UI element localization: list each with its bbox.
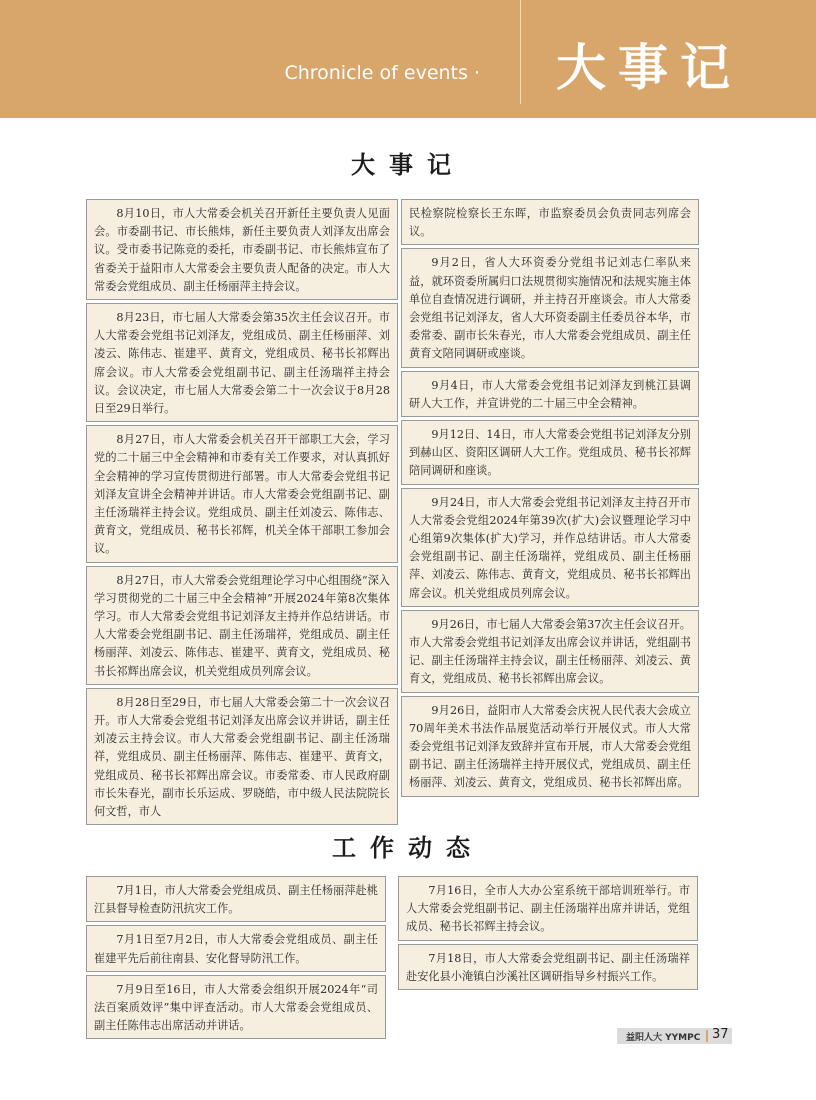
work-entry: 7月1日，市人大常委会党组成员、副主任杨丽萍赴桃江县督导检查防汛抗灾工作。 [86,876,386,922]
header-chinese-title: 大事记 [556,39,742,97]
work-entry: 7月18日，市人大常委会党组副书记、副主任汤瑞祥赴安化县小淹镇白沙溪社区调研指导乡村振兴工作。 [398,944,698,990]
section-title-work: 工作动态 [332,834,484,862]
work-entry: 7月16日，全市人大办公室系统干部培训班举行。市人大常委会党组副书记、副主任汤瑞祥出席并讲话，党组成员、秘书长祁辉主持会议。 [398,876,698,941]
event-entry: 8月23日，市七届人大常委会第35次主任会议召开。市人大常委会党组书记刘泽友，党组成员、副主任杨丽萍、刘凌云、陈伟志、崔建平、黄育文，党组成员、秘书长祁辉出席会议。市人大常委会党组副书记、副主任汤瑞祥主持会议。会议决定，市七届人大常委会第二十一次会议于8月28日至29日举行。 [86,303,398,422]
page-number: 37 [712,1027,729,1042]
event-entry: 8月10日，市人大常委会机关召开新任主要负责人见面会。市委副书记、市长熊炜，新任主要负责人刘泽友出席会议。受市委书记陈竞的委托，市委副书记、市长熊炜宣布了省委关于益阳市人大常委会主要负责人配备的决定。市人大常委会党组成员、副主任杨丽萍主持会议。 [86,199,398,300]
footer-separator [706,1030,708,1042]
event-entry-continued: 民检察院检察长王东晖，市监察委员会负责同志列席会议。 [401,199,699,245]
work-left-column [86,876,386,1042]
header-divider [520,0,521,104]
work-right-column [398,876,698,993]
event-entry: 9月26日，市七届人大常委会第37次主任会议召开。市人大常委会党组书记刘泽友出席会议并讲话，党组副书记、副主任汤瑞祥主持会议，副主任杨丽萍、刘凌云、黄育文，党组成员、秘书长祁辉出席会议。 [401,610,699,693]
event-entry: 9月24日，市人大常委会党组书记刘泽友主持召开市人大常委会党组2024年第39次(扩大)会议暨理论学习中心组第9次集体(扩大)学习，并作总结讲话。市人大常委会党组副书记、副主任汤瑞祥，党组成员、副主任杨丽萍、刘凌云、陈伟志、黄育文，党组成员、秘书长祁辉出席会议。机关党组成员列席会议。 [401,488,699,607]
event-entry: 9月12日、14日，市人大常委会党组书记刘泽友分别到赫山区、资阳区调研人大工作。党组成员、秘书长祁辉陪同调研和座谈。 [401,420,699,485]
events-left-column [86,199,398,828]
work-entry: 7月9日至16日，市人大常委会组织开展2024年“司法百案质效评”集中评查活动。市人大常委会党组成员、副主任陈伟志出席活动并讲话。 [86,975,386,1040]
footer-magazine-name: 益阳人大 YYMPC [626,1033,701,1043]
header-english-title: Chronicle of events · [284,62,480,84]
section-title-events: 大事记 [351,151,465,179]
event-entry: 9月26日，益阳市人大常委会庆祝人民代表大会成立70周年美术书法作品展览活动举行开展仪式。市人大常委会党组书记刘泽友致辞并宣布开展，市人大常委会党组副书记、副主任汤瑞祥主持开展仪式，党组成员、副主任杨丽萍、刘凌云、黄育文，党组成员、秘书长祁辉出席。 [401,696,699,797]
event-entry: 8月27日，市人大常委会党组理论学习中心组围绕“深入学习贯彻党的二十届三中全会精神”开展2024年第8次集体学习。市人大常委会党组书记刘泽友主持并作总结讲话。市人大常委会党组副书记、副主任汤瑞祥，党组成员、副主任杨丽萍、刘凌云、陈伟志、崔建平、黄育文，党组成员、秘书长祁辉出席会议，机关党组成员列席会议。 [86,566,398,685]
event-entry: 8月27日，市人大常委会机关召开干部职工大会，学习党的二十届三中全会精神和市委有关工作要求，对认真抓好全会精神的学习宣传贯彻进行部署。市人大常委会党组书记刘泽友宣讲全会精神并讲话。市人大常委会党组副书记、副主任汤瑞祥主持会议。党组成员、副主任刘凌云、陈伟志、黄育文，党组成员、秘书长祁辉，机关全体干部职工参加会议。 [86,425,398,562]
work-entry: 7月1日至7月2日，市人大常委会党组成员、副主任崔建平先后前往南县、安化督导防汛工作。 [86,925,386,971]
event-entry: 9月4日，市人大常委会党组书记刘泽友到桃江县调研人大工作，并宣讲党的二十届三中全会精神。 [401,371,699,417]
event-entry: 8月28日至29日，市七届人大常委会第二十一次会议召开。市人大常委会党组书记刘泽友出席会议并讲话，副主任刘凌云主持会议。市人大常委会党组副书记、副主任汤瑞祥，党组成员、副主任杨丽萍、陈伟志、崔建平、黄育文，党组成员、秘书长祁辉出席会议。市委常委、市人民政府副市长朱春光，副市长乐运成、罗晓皓，市中级人民法院院长何文哲，市人 [86,688,398,825]
event-entry: 9月2日，省人大环资委分党组书记刘志仁率队来益，就环资委所属归口法规贯彻实施情况和法规实施主体单位自查情况进行调研，并主持召开座谈会。市人大常委会党组书记刘泽友，省人大环资委副主任委员谷本华，市委常委、副市长朱春光，市人大常委会党组成员、副主任黄育文陪同调研或座谈。 [401,248,699,367]
events-right-column [401,199,699,800]
